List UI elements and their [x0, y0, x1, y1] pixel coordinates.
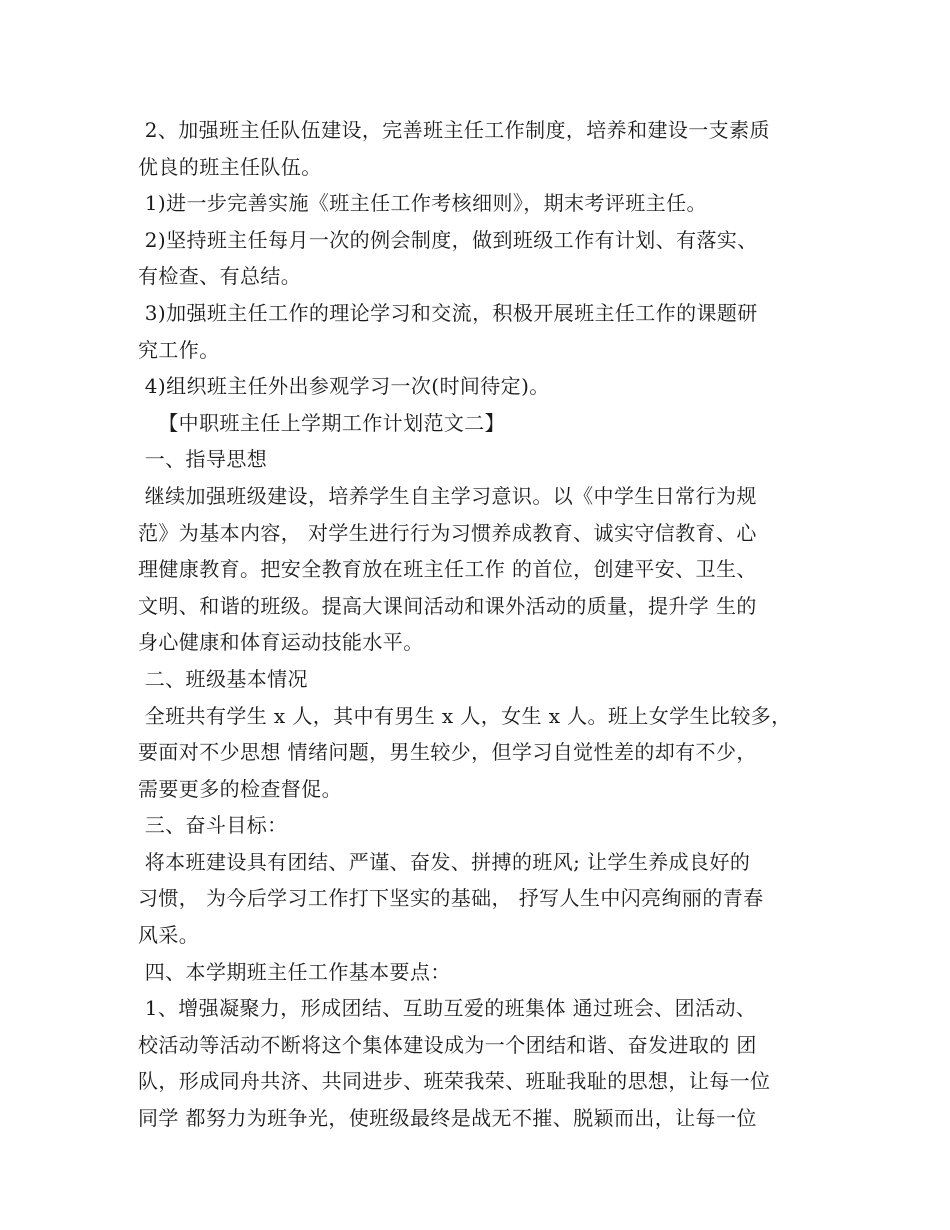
text-line: 校活动等活动不断将这个集体建设成为一个团结和谐、奋发进取的 团 — [138, 1032, 757, 1057]
text-line: 风采。 — [138, 923, 200, 948]
text-line: 习惯， 为今后学习工作打下坚实的基础， 抒写人生中闪亮绚丽的青春 — [138, 886, 764, 911]
text-line: 文明、和谐的班级。提高大课间活动和课外活动的质量，提升学 生的 — [138, 593, 757, 618]
text-line: 2、加强班主任队伍建设，完善班主任工作制度，培养和建设一支素质 — [138, 118, 770, 142]
text-line: 同学 都努力为班争光，使班级最终是战无不摧、脱颖而出，让每一位 — [138, 1106, 757, 1131]
text-line: 身心健康和体育运动技能水平。 — [138, 630, 424, 655]
section-heading: 三、奋斗目标： — [138, 813, 288, 838]
text-line: 究工作。 — [138, 337, 220, 362]
text-line: 队，形成同舟共济、共同进步、班荣我荣、班耻我耻的思想，让每一位 — [138, 1069, 771, 1094]
text-line: 4)组织班主任外出参观学习一次(时间待定)。 — [138, 374, 550, 399]
text-line: 3)加强班主任工作的理论学习和交流，积极开展班主任工作的课题研 — [138, 300, 758, 325]
text-line: 有检查、有总结。 — [138, 264, 302, 289]
text-line: 优良的班主任队伍。 — [138, 154, 322, 179]
document-page — [138, 112, 838, 1137]
text-line: 需要更多的检查督促。 — [138, 776, 342, 801]
section-heading: 四、本学期班主任工作基本要点： — [138, 959, 451, 984]
text-line: 理健康教育。把安全教育放在班主任工作 的首位，创建平安、卫生、 — [138, 557, 757, 582]
text-line: 全班共有学生 x 人，其中有男生 x 人，女生 x 人。班上女学生比较多， — [138, 703, 792, 728]
text-line: 范》为基本内容， 对学生进行行为习惯养成教育、诚实守信教育、心 — [138, 520, 757, 545]
section-heading: 二、班级基本情况 — [138, 666, 308, 691]
text-line: 要面对不少思想 情绪问题，男生较少，但学习自觉性差的却有不少， — [138, 740, 757, 765]
text-line: 将本班建设具有团结、严谨、奋发、拼搏的班风; 让学生养成良好的 — [138, 849, 751, 874]
text-line: 1、增强凝聚力，形成团结、互助互爱的班集体 通过班会、团活动、 — [138, 996, 757, 1021]
text-line: 1)进一步完善实施《班主任工作考核细则》，期末考评班主任。 — [138, 191, 707, 216]
section-heading: 【中职班主任上学期工作计划范文二】 — [138, 410, 506, 435]
text-line: 2)坚持班主任每月一次的例会制度，做到班级工作有计划、有落实、 — [138, 227, 758, 252]
section-heading: 一、指导思想 — [138, 447, 268, 472]
text-line: 继续加强班级建设，培养学生自主学习意识。以《中学生日常行为规 — [138, 483, 757, 508]
